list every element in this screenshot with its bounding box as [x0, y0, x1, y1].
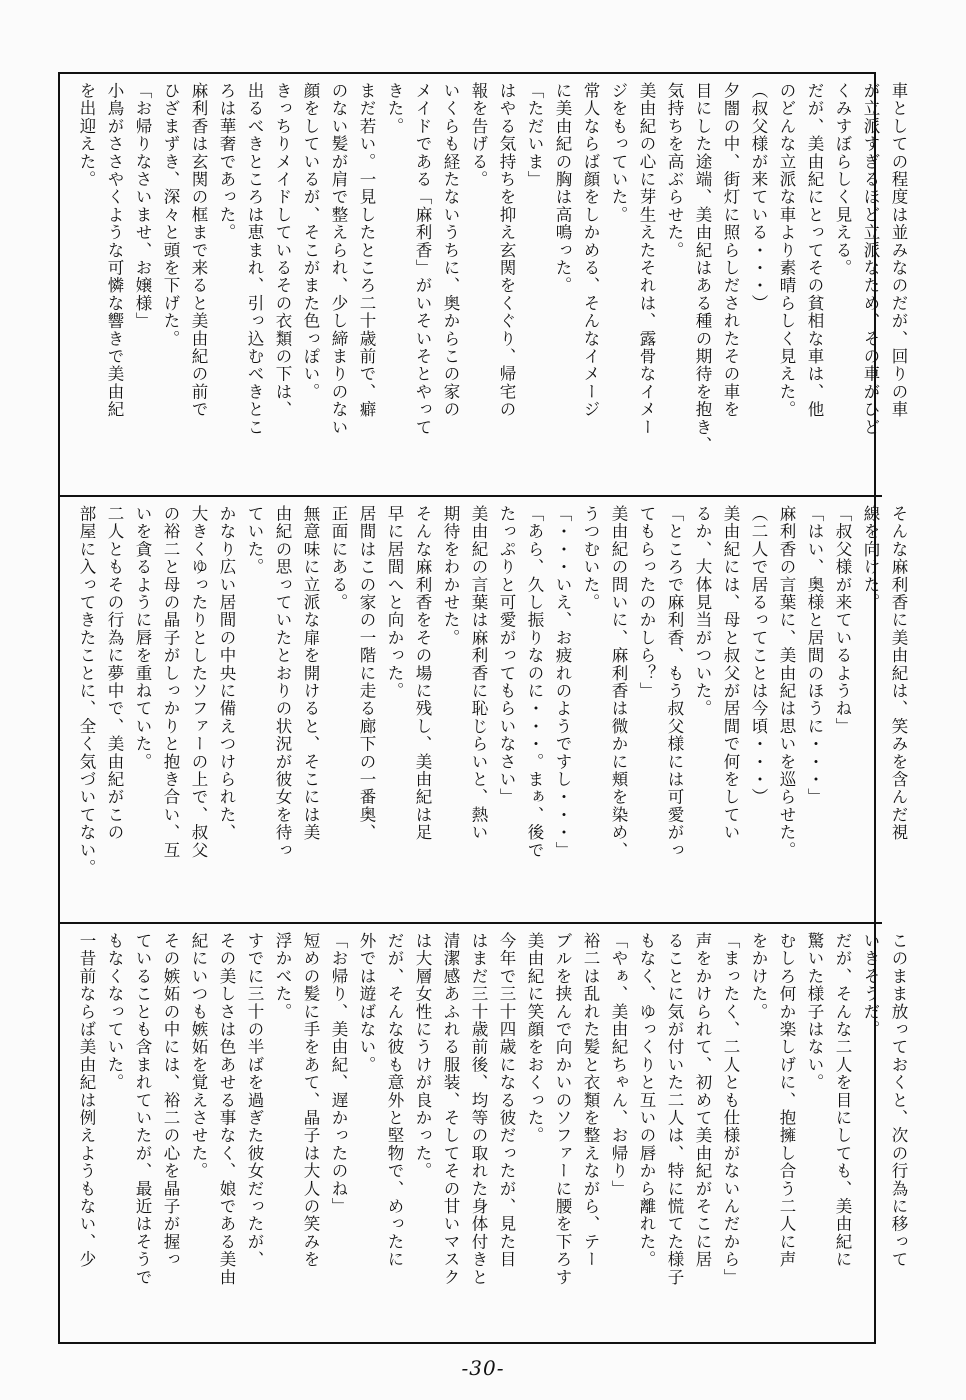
vertical-text-block: 車としての程度は並みなのだが、回りの車 が立派すぎるほど立派なため、その車がひど くみすぼらしく見える。 だが、美由紀にとってその貧相な車は、他 のどんな立派な車より素晴らしく見えた。 （叔父様が来ている・・・） 夕闇の中、街灯に照らしだされたその車を 目にした途端、美由紀はある種の期待を抱き、 気持ちを高ぶらせた。 美由紀の心に芽生えたそれは、露骨なイメー ジをもっていた。 常人ならば顔をしかめる、そんなイメージ に美由紀の胸は高鳴った。 「ただいま」 はやる気持ちを抑え玄関をくぐり、帰宅の 報を告げる。 いくらも経たないうちに、奥からこの家の メイドである「麻利香」がいそいそとやって きた。 まだ若い。一見したところ二十歳前で、癖 のない髪が肩で整えられ、少し締まりのない 顔をしているが、そこがまた色っぽい。 きっちりメイドしているその衣類の下は、 出るべきところは恵まれ、引っ込むべきとこ ろは華奢であった。 麻利香は玄関の框まで来ると美由紀の前で ひざまずき、深々と頭を下げた。 「お帰りなさいませ、お嬢様」 小鳥がささやくような可憐な響きで美由紀 を出迎えた。 [77, 82, 908, 454]
section-divider [58, 922, 876, 924]
text-section-3 [72, 932, 908, 1336]
vertical-text-block: そんな麻利香に美由紀は、笑みを含んだ視 線を向けた。 「叔父様が来ているようね」 「はい、奥様と居間のほうに・・・」 麻利香の言葉に、美由紀は思いを巡らせた。 （二人で居るってことは今頃・・・） 美由紀には、母と叔父が居間で何をしてい るか、大体見当がついた。 「ところで麻利香、もう叔父様には可愛がっ てもらったのかしら？」 美由紀の問いに、麻利香は微かに頬を染め、 うつむいた。 「・・・いえ、お疲れのようですし・・・」 「あら、久し振りなのに・・・。まぁ、後で たっぷりと可愛がってもらいなさい」 美由紀の言葉は麻利香に恥じらいと、熱い 期待をわかせた。 そんな麻利香をその場に残し、美由紀は足 早に居間へと向かった。 居間はこの家の一階に走る廊下の一番奥、 正面にある。 無意味に立派な扉を開けると、そこには美 由紀の思っていたとおりの状況が彼女を待っ ていた。 かなり広い居間の中央に備えつけられた、 大きくゆったりとしたソファーの上で、叔父 の裕二と母の晶子がしっかりと抱き合い、互 いを貪るように唇を重ねていた。 二人ともその行為に夢中で、美由紀がこの 部屋に入ってきたことに、全く気づいてない。 [77, 505, 908, 877]
divider-tick [876, 495, 882, 497]
vertical-text-block: このまま放っておくと、次の行為に移って いきそうだ。 だが、そんな二人を目にしても、美由紀に 驚いた様子はない。 むしろ何か楽しげに、抱擁し合う二人に声 をかけた。 「まったく、二人とも仕様がないんだから」 声をかけられて、初めて美由紀がそこに居 ることに気が付いた二人は、特に慌てた様子 もなく、ゆっくりと互いの唇から離れた。 「やぁ、美由紀ちゃん、お帰り」 裕二は乱れた髪と衣類を整えながら、テー ブルを挟んで向かいのソファーに腰を下ろす 美由紀に笑顔をおくった。 今年で三十四歳になる彼だったが、見た目 はまだ三十歳前後、均等の取れた身体付きと 清潔感あふれる服装、そしてその甘いマスク は大層女性にうけが良かった。 だが、そんな彼も意外と堅物で、めったに 外では遊ばない。 「お帰り、美由紀、遅かったのね」 短めの髪に手をあて、晶子は大人の笑みを 浮かべた。 すでに三十の半ばを過ぎた彼女だったが、 その美しさは色あせる事なく、娘である美由 紀にいつも嫉妬を覚えさせた。 その嫉妬の中には、裕二の心を晶子が握っ ていることも含まれていたが、最近はそうで もなくなっていた。 一昔前ならば美由紀は例えようもない、少 [77, 932, 908, 1286]
page-number: -30- [461, 1356, 505, 1380]
text-section-2 [72, 505, 908, 913]
text-section-1 [72, 82, 908, 486]
section-divider [58, 495, 876, 497]
divider-tick [876, 922, 882, 924]
